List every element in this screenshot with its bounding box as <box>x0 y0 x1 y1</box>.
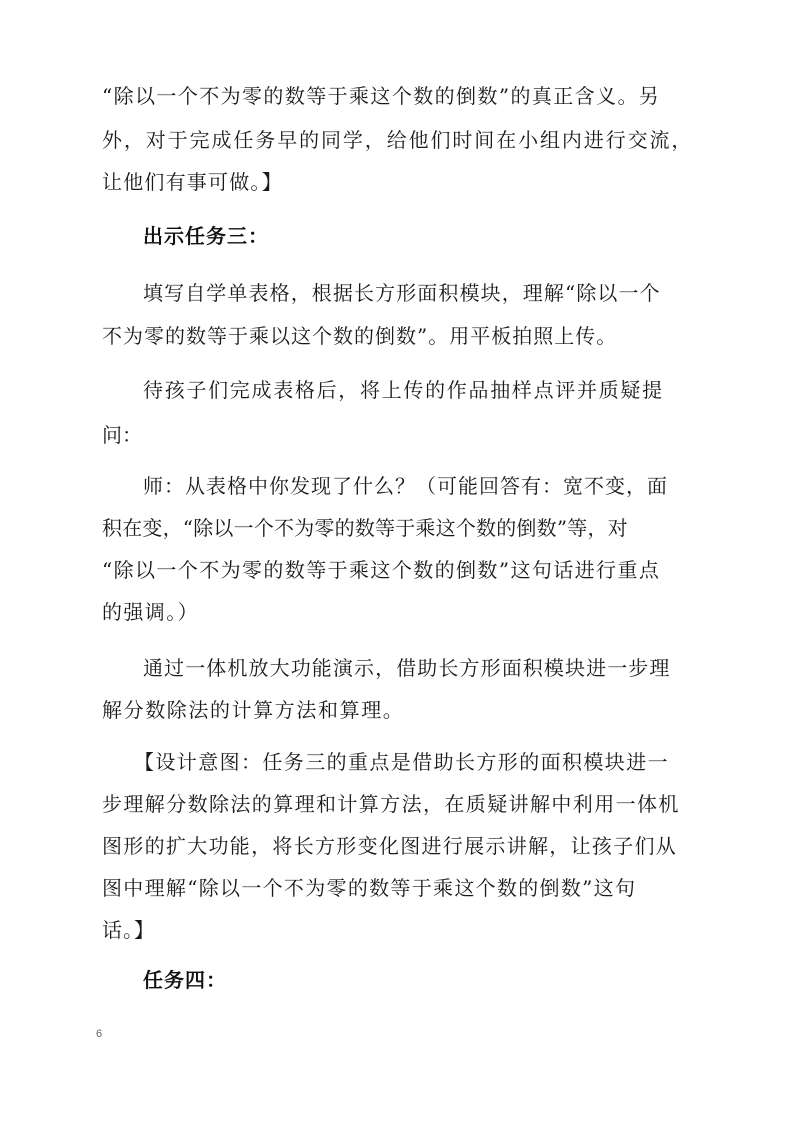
teacher-question-line-4: 的强调。） <box>102 600 199 624</box>
design-intent-line-5: 话。】 <box>102 918 155 942</box>
task3-instruction-line-1: 填写自学单表格，根据长方形面积模块，理解“除以一个 <box>143 281 661 305</box>
design-intent-line-1: 【设计意图：任务三的重点是借助长方形的面积模块进一 <box>134 750 669 774</box>
intro-line-3: 让他们有事可做。】 <box>102 170 283 194</box>
demo-line-1: 通过一体机放大功能演示，借助长方形面积模块进一步理 <box>143 656 671 680</box>
teacher-question-line-2: 积在变，“除以一个不为零的数等于乘这个数的倒数”等，对 <box>102 516 628 540</box>
teacher-question-line-1: 师：从表格中你发现了什么？（可能回答有：宽不变，面 <box>143 474 668 498</box>
teacher-question-line-3: “除以一个不为零的数等于乘这个数的倒数”这句话进行重点 <box>102 558 661 582</box>
design-intent-line-3: 图形的扩大功能，将长方形变化图进行展示讲解，让孩子们从 <box>102 834 678 858</box>
after-table-line-1: 待孩子们完成表格后，将上传的作品抽样点评并质疑提 <box>143 378 664 402</box>
page-number: 6 <box>96 1028 103 1040</box>
intro-line-1: “除以一个不为零的数等于乘这个数的倒数”的真正含义。另 <box>102 84 661 108</box>
design-intent-line-2: 步理解分数除法的算理和计算方法，在质疑讲解中利用一体机 <box>102 792 680 816</box>
intro-line-2: 外，对于完成任务早的同学，给他们时间在小组内进行交流， <box>102 128 694 152</box>
demo-line-2: 解分数除法的计算方法和算理。 <box>102 698 405 722</box>
task3-instruction-line-2: 不为零的数等于乘以这个数的倒数”。用平板拍照上传。 <box>102 324 618 348</box>
task3-heading: 出示任务三： <box>143 224 269 248</box>
after-table-line-2: 问： <box>102 423 142 447</box>
task4-heading: 任务四： <box>143 968 227 992</box>
design-intent-line-4: 图中理解“除以一个不为零的数等于乘这个数的倒数”这句 <box>102 876 637 900</box>
